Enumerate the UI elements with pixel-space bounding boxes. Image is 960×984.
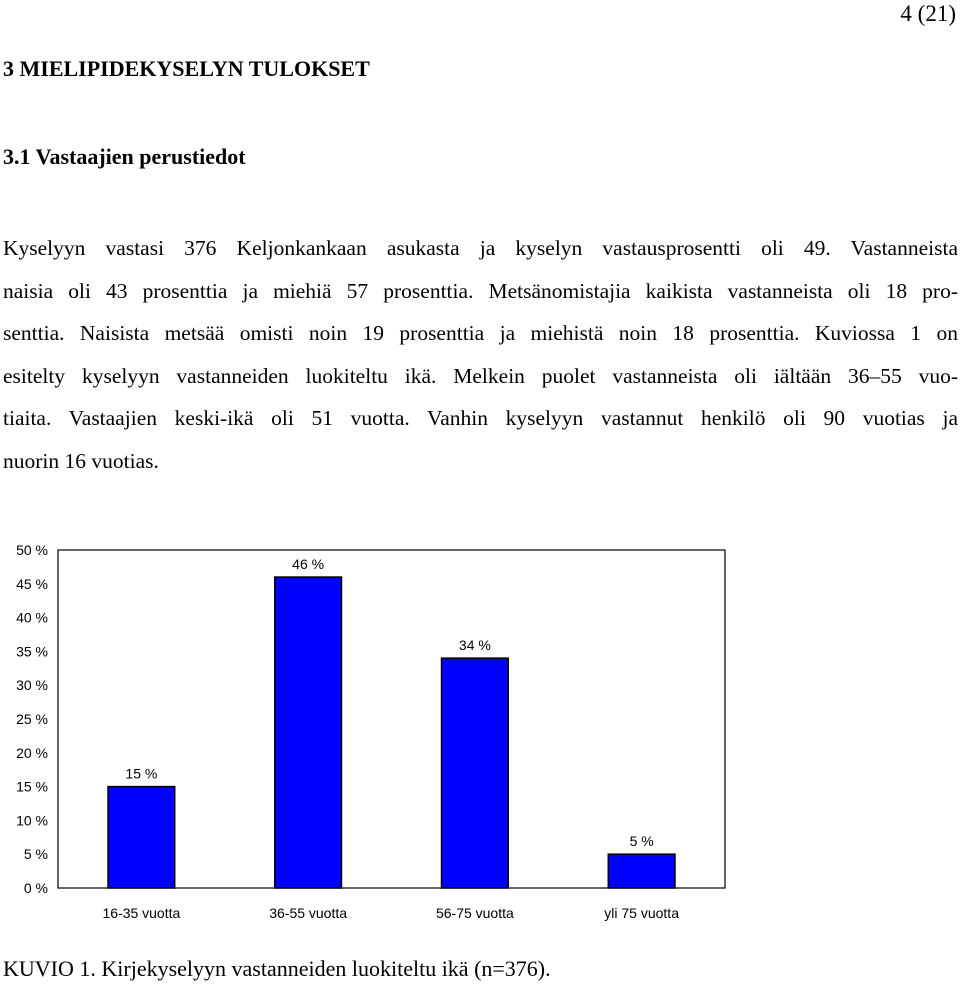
y-tick-label: 50 % [16,542,48,558]
bar-data-label: 5 % [629,833,654,850]
y-tick-label: 5 % [23,846,48,863]
paragraph-line: nuorin 16 vuotias. [3,448,159,473]
figure-caption: KUVIO 1. Kirjekyselyyn vastanneiden luokiteltu ikä (n=376). [3,956,551,981]
bar [108,787,175,888]
paragraph-line: tiaita. Vastaajien keski-ikä oli 51 vuotta. Vanhin kyselyyn vastannut henkilö oli 90 vuotias ja [3,406,958,430]
y-tick-label: 0 % [23,880,48,896]
bar [442,658,509,888]
bar [608,854,675,888]
y-tick-label: 15 % [16,778,48,795]
chapter-heading: 3 MIELIPIDEKYSELYN TULOKSET [3,56,370,81]
paragraph-line: esitelty kyselyyn vastanneiden luokiteltu ikä. Melkein puolet vastanneista oli iältään 36–55 vuo- [3,363,958,388]
bar-data-label: 34 % [458,637,491,654]
bar-data-label: 15 % [125,765,158,782]
paragraph-line: Kyselyyn vastasi 376 Keljonkankaan asukasta ja kyselyn vastausprosentti oli 49. Vastanneista [3,236,958,260]
x-category-label: yli 75 vuotta [604,905,679,921]
section-heading: 3.1 Vastaajien perustiedot [3,144,246,169]
page-number: 4 (21) [900,1,956,26]
x-category-label: 56-75 vuotta [435,905,514,921]
age-bar-chart [0,530,760,950]
y-tick-label: 20 % [16,744,48,761]
x-category-label: 36-55 vuotta [269,905,348,921]
bar-data-label: 46 % [292,556,325,573]
y-tick-label: 35 % [16,643,48,660]
y-tick-label: 45 % [16,575,48,592]
x-category-label: 16-35 vuotta [102,905,181,921]
paragraph-line: naisia oli 43 prosenttia ja miehiä 57 prosenttia. Metsänomistajia kaikista vastanneista oli 18 pro- [3,278,958,303]
y-tick-label: 10 % [16,812,48,829]
y-tick-label: 30 % [16,677,48,694]
body-paragraph [3,227,958,482]
y-tick-label: 40 % [16,609,48,626]
y-tick-label: 25 % [16,711,48,727]
bar [275,577,342,888]
paragraph-line: senttia. Naisista metsää omisti noin 19 prosenttia ja miehistä noin 18 prosenttia. Kuviossa 1 on [3,321,958,345]
